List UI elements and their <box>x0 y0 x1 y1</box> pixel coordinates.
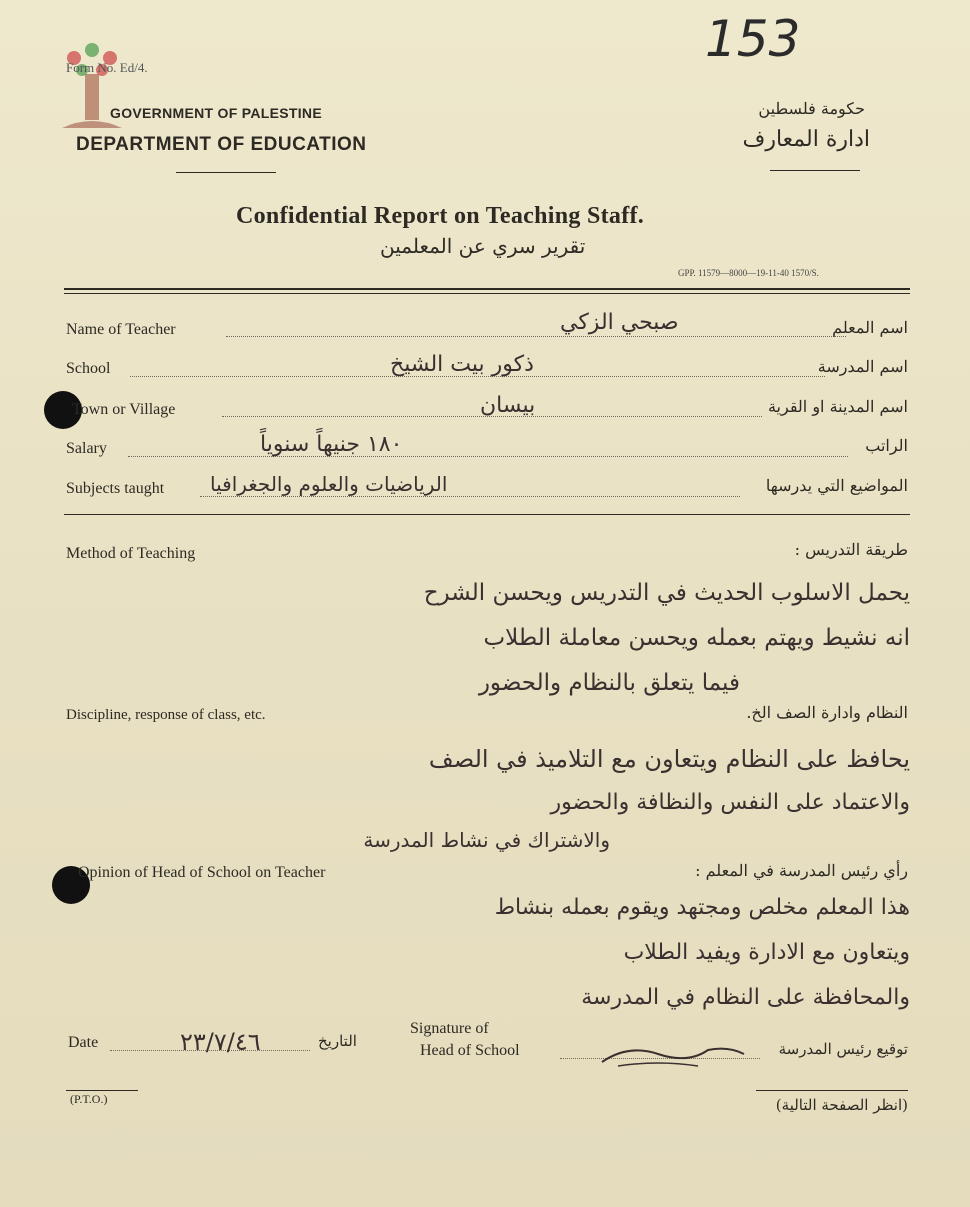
date-value: ٢٣/٧/٤٦ <box>180 1028 261 1056</box>
field-label-ar: اسم المدرسة <box>817 357 908 376</box>
pto-ar-underline <box>756 1090 908 1091</box>
handwritten-line: والمحافظة على النظام في المدرسة <box>581 985 910 1010</box>
page-number: 153 <box>705 10 801 68</box>
report-title-ar: تقرير سري عن المعلمين <box>380 234 586 258</box>
handwritten-line: يحافظ على النظام ويتعاون مع التلاميذ في الصف <box>428 745 910 773</box>
handwritten-line: والاعتماد على النفس والنظافة والحضور <box>550 790 910 815</box>
field-label-en: Town or Village <box>72 401 176 418</box>
pto-underline <box>66 1090 138 1091</box>
section-label-ar: طريقة التدريس : <box>794 540 908 559</box>
signature-label: Signature of <box>410 1020 489 1037</box>
field-value: صبحي الزكي <box>560 310 679 335</box>
signature-label: Head of School <box>420 1042 520 1059</box>
section-label-ar: النظام وادارة الصف الخ. <box>746 703 908 722</box>
fields-rule <box>64 514 910 515</box>
header-rule-left <box>176 172 276 173</box>
field-label-ar: اسم المعلم <box>832 318 908 337</box>
field-dots <box>226 336 846 337</box>
handwritten-line: ويتعاون مع الادارة ويفيد الطلاب <box>623 940 910 965</box>
department-ar: ادارة المعارف <box>742 127 870 152</box>
field-value: ذكور بيت الشيخ <box>390 352 534 377</box>
pto-note-ar: (انظر الصفحة التالية) <box>775 1096 908 1114</box>
section-label-ar: رأي رئيس المدرسة في المعلم : <box>695 861 908 880</box>
title-rule-thick <box>64 288 910 290</box>
government-en: GOVERNMENT OF PALESTINE <box>110 105 322 121</box>
date-label-ar: التاريخ <box>318 1032 357 1050</box>
handwritten-line: فيما يتعلق بالنظام والحضور <box>478 670 740 696</box>
report-title-en: Confidential Report on Teaching Staff. <box>236 203 645 229</box>
field-value: الرياضيات والعلوم والجغرافيا <box>210 472 448 496</box>
title-rule-thin <box>64 293 910 294</box>
header-rule-right <box>770 170 860 171</box>
field-value: بيسان <box>480 393 536 418</box>
pto-note: (P.T.O.) <box>70 1092 108 1106</box>
section-label-en: Discipline, response of class, etc. <box>66 707 266 723</box>
field-label-en: School <box>66 360 111 377</box>
field-dots <box>200 496 740 497</box>
field-label-ar: الراتب <box>865 436 908 455</box>
handwritten-line: هذا المعلم مخلص ومجتهد ويقوم بعمله بنشاط <box>494 895 910 920</box>
field-label-en: Subjects taught <box>66 480 165 497</box>
field-value: ١٨٠ جنيهاً سنوياً <box>260 432 403 457</box>
field-dots <box>128 456 848 457</box>
handwritten-line: والاشتراك في نشاط المدرسة <box>363 828 610 852</box>
section-label-en: Method of Teaching <box>66 545 196 562</box>
signature-scribble <box>598 1032 748 1076</box>
section-label-en: Opinion of Head of School on Teacher <box>78 864 326 881</box>
handwritten-line: انه نشيط ويهتم بعمله ويحسن معاملة الطلاب <box>483 625 910 651</box>
field-label-ar: المواضيع التي يدرسها <box>765 476 908 495</box>
date-label: Date <box>68 1034 99 1051</box>
department-en: DEPARTMENT OF EDUCATION <box>76 134 367 155</box>
government-ar: حكومة فلسطين <box>758 99 865 118</box>
handwritten-line: يحمل الاسلوب الحديث في التدريس ويحسن الشرح <box>423 580 910 606</box>
gpp-code: GPP. 11579—8000—19-11-40 1570/S. <box>678 268 819 278</box>
form-number: Form No. Ed/4. <box>66 60 148 75</box>
field-label-ar: اسم المدينة او القرية <box>767 397 908 416</box>
field-label-en: Name of Teacher <box>66 321 176 338</box>
field-label-en: Salary <box>66 440 107 457</box>
signature-label-ar: توقيع رئيس المدرسة <box>778 1040 908 1058</box>
